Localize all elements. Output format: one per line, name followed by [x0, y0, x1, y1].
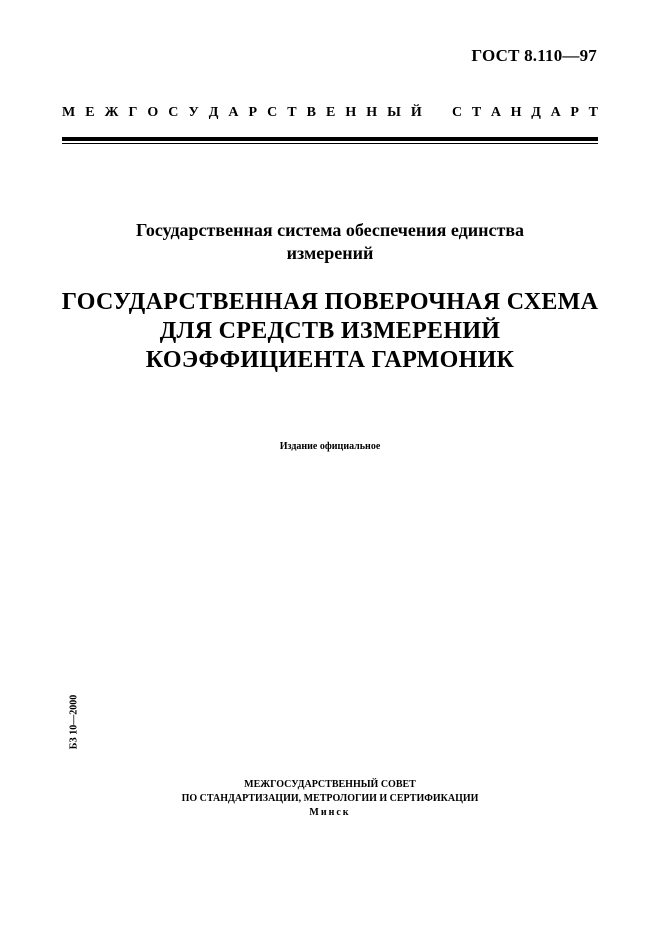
side-code: БЗ 10—2000 — [68, 694, 80, 750]
header-letter: Т — [588, 105, 598, 120]
header-letter: Ж — [104, 105, 119, 120]
header-letter: Н — [345, 105, 357, 120]
header-word-interstate — [62, 105, 422, 121]
main-title-line: ГОСУДАРСТВЕННАЯ ПОВЕРОЧНАЯ СХЕМА — [61, 289, 599, 315]
header-rule-thick — [62, 137, 598, 141]
header-word-standard — [452, 105, 598, 121]
header-letter: Й — [410, 105, 422, 120]
publisher-block — [62, 778, 598, 820]
header-letter: Е — [325, 105, 336, 120]
header-letter: Р — [248, 105, 258, 120]
publisher-line: ПО СТАНДАРТИЗАЦИИ, МЕТРОЛОГИИ И СЕРТИФИКАЦИИ — [181, 793, 479, 804]
header-letter: Н — [366, 105, 378, 120]
publisher-line: МЕЖГОСУДАРСТВЕННЫЙ СОВЕТ — [244, 779, 416, 790]
header-letter: А — [550, 105, 561, 120]
document-main-title — [40, 288, 620, 375]
header-letter: У — [188, 105, 199, 120]
header-letter: Н — [510, 105, 522, 120]
header-letter: В — [306, 105, 316, 120]
header-letter: Д — [531, 105, 541, 120]
header-letter: М — [62, 105, 76, 120]
header-letter: С — [168, 105, 179, 120]
header-letter: Д — [208, 105, 219, 120]
publisher-city: Минск — [309, 807, 351, 818]
header-letter: А — [228, 105, 239, 120]
header-letter: Ы — [387, 105, 401, 120]
main-title-line: КОЭФФИЦИЕНТА ГАРМОНИК — [145, 347, 515, 373]
header-letter: Р — [570, 105, 579, 120]
system-title — [62, 219, 598, 265]
edition-note: Издание официальное — [279, 441, 381, 452]
header-letter: О — [147, 105, 159, 120]
header-rule-thin — [62, 143, 598, 144]
header-letter: С — [267, 105, 278, 120]
header-letter: Г — [128, 105, 138, 120]
header-letter: Т — [287, 105, 297, 120]
system-title-line: измерений — [286, 243, 374, 263]
system-title-line: Государственная система обеспечения единства — [135, 220, 525, 240]
header-letter: Е — [85, 105, 95, 120]
interstate-standard-header — [62, 105, 598, 121]
standard-number: ГОСТ 8.110—97 — [471, 46, 597, 65]
main-title-line: ДЛЯ СРЕДСТВ ИЗМЕРЕНИЙ — [159, 318, 501, 344]
header-letter: С — [452, 105, 463, 120]
header-letter: А — [490, 105, 501, 120]
header-letter: Т — [471, 105, 482, 120]
